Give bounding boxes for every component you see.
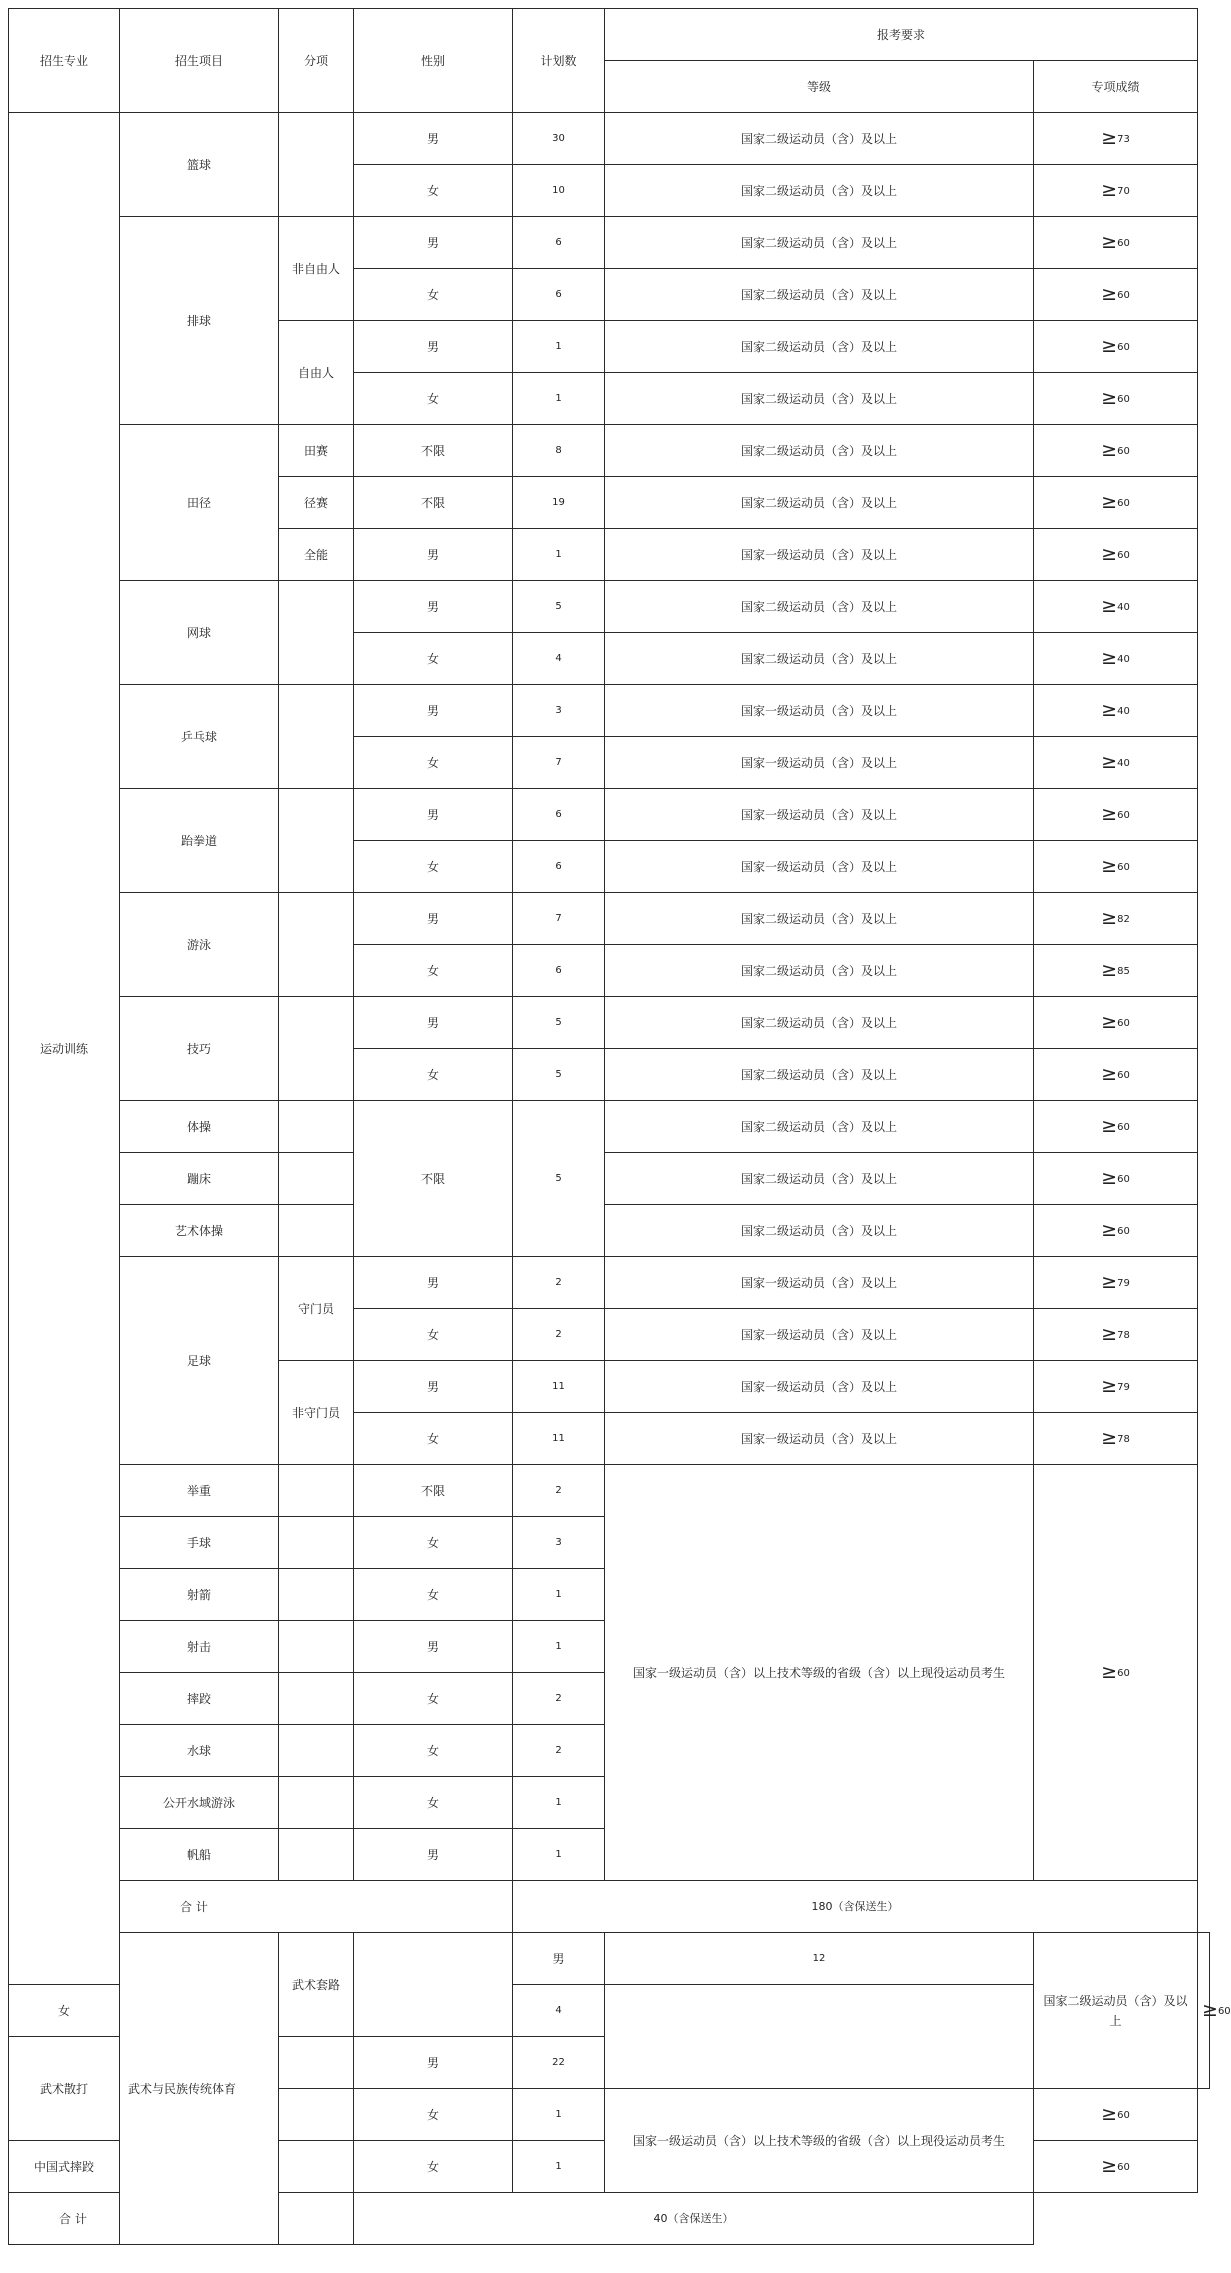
project-cell: 跆拳道 xyxy=(120,789,279,893)
sub-cell xyxy=(279,581,354,685)
project-cell: 帆船 xyxy=(120,1829,279,1881)
ge-symbol: ≥ xyxy=(1101,1062,1118,1085)
ge-symbol: ≥ xyxy=(1101,1374,1118,1397)
score-cell xyxy=(1034,1413,1198,1465)
level-cell: 国家二级运动员（含）及以上 xyxy=(605,997,1034,1049)
level-cell: 国家一级运动员（含）及以上 xyxy=(605,685,1034,737)
score-value: 40 xyxy=(1117,653,1130,665)
total-row xyxy=(9,1881,1210,1933)
ge-symbol: ≥ xyxy=(1101,1166,1118,1189)
gender-cell: 不限 xyxy=(354,1465,513,1517)
level-cell: 国家二级运动员（含）及以上 xyxy=(605,269,1034,321)
table-row xyxy=(9,997,1210,1049)
gender-cell: 女 xyxy=(354,1725,513,1777)
ge-symbol: ≥ xyxy=(1101,334,1118,357)
ge-symbol: ≥ xyxy=(1101,282,1118,305)
score-value: 79 xyxy=(1117,1277,1130,1289)
level-cell: 国家二级运动员（含）及以上 xyxy=(605,581,1034,633)
major-cell: 武术与民族传统体育 xyxy=(120,1933,279,2245)
level-cell: 国家二级运动员（含）及以上 xyxy=(605,217,1034,269)
ge-symbol: ≥ xyxy=(1101,2154,1118,2177)
gender-cell: 女 xyxy=(354,269,513,321)
score-value: 40 xyxy=(1117,757,1130,769)
level-cell: 国家二级运动员（含）及以上 xyxy=(605,1205,1034,1257)
score-cell xyxy=(1034,269,1198,321)
score-value: 60 xyxy=(1117,861,1130,873)
table-row xyxy=(9,1101,1210,1153)
plan-cell: 22 xyxy=(513,2037,605,2089)
score-value: 70 xyxy=(1117,185,1130,197)
gender-cell: 男 xyxy=(354,789,513,841)
plan-cell: 1 xyxy=(513,529,605,581)
sub-cell xyxy=(279,1725,354,1777)
gender-cell: 女 xyxy=(354,1049,513,1101)
plan-cell: 5 xyxy=(513,581,605,633)
level-cell: 国家二级运动员（含）及以上 xyxy=(605,1049,1034,1101)
table-row xyxy=(9,1257,1210,1309)
major-cell: 运动训练 xyxy=(9,113,120,1985)
plan-cell: 1 xyxy=(513,2089,605,2141)
project-cell: 网球 xyxy=(120,581,279,685)
score-value: 60 xyxy=(1117,1017,1130,1029)
gender-cell: 女 xyxy=(354,1777,513,1829)
total-value: 40（含保送生） xyxy=(354,2193,1034,2245)
ge-symbol: ≥ xyxy=(1101,1426,1118,1449)
gender-cell: 女 xyxy=(354,633,513,685)
score-value: 60 xyxy=(1117,1173,1130,1185)
ge-symbol: ≥ xyxy=(1101,802,1118,825)
sub-cell: 田赛 xyxy=(279,425,354,477)
header-gender: 性别 xyxy=(354,9,513,113)
project-cell: 射击 xyxy=(120,1621,279,1673)
level-cell: 国家一级运动员（含）及以上 xyxy=(605,529,1034,581)
plan-cell: 1 xyxy=(513,2141,605,2193)
ge-symbol: ≥ xyxy=(1101,1010,1118,1033)
score-cell xyxy=(1034,1361,1198,1413)
score-value: 60 xyxy=(1117,1069,1130,1081)
gender-cell: 男 xyxy=(354,1621,513,1673)
header-level: 等级 xyxy=(605,61,1034,113)
score-cell xyxy=(1034,2141,1198,2193)
score-cell xyxy=(1034,997,1198,1049)
level-cell: 国家二级运动员（含）及以上 xyxy=(605,477,1034,529)
project-cell: 射箭 xyxy=(120,1569,279,1621)
project-cell: 摔跤 xyxy=(120,1673,279,1725)
gender-cell: 女 xyxy=(354,1569,513,1621)
plan-cell: 4 xyxy=(513,1985,605,2037)
ge-symbol: ≥ xyxy=(1101,386,1118,409)
level-cell: 国家二级运动员（含）及以上 xyxy=(605,165,1034,217)
ge-symbol: ≥ xyxy=(1101,750,1118,773)
project-cell: 体操 xyxy=(120,1101,279,1153)
plan-cell: 2 xyxy=(513,1465,605,1517)
level-cell: 国家二级运动员（含）及以上 xyxy=(605,373,1034,425)
sub-cell xyxy=(279,2141,354,2193)
plan-cell: 2 xyxy=(513,1309,605,1361)
score-value: 78 xyxy=(1117,1329,1130,1341)
project-cell: 水球 xyxy=(120,1725,279,1777)
project-cell: 举重 xyxy=(120,1465,279,1517)
header-project: 招生项目 xyxy=(120,9,279,113)
gender-cell: 女 xyxy=(354,1517,513,1569)
score-cell xyxy=(1034,581,1198,633)
total-value: 180（含保送生） xyxy=(513,1881,1198,1933)
plan-cell: 7 xyxy=(513,893,605,945)
sub-cell xyxy=(279,1205,354,1257)
ge-symbol: ≥ xyxy=(1101,178,1118,201)
admission-table xyxy=(8,8,1231,2245)
header-sub: 分项 xyxy=(279,9,354,113)
plan-cell: 1 xyxy=(513,1569,605,1621)
header-requirements: 报考要求 xyxy=(605,9,1198,61)
ge-symbol: ≥ xyxy=(1101,1114,1118,1137)
sub-cell xyxy=(279,2037,354,2089)
score-cell xyxy=(1034,1153,1198,1205)
plan-cell: 2 xyxy=(513,1257,605,1309)
plan-cell: 1 xyxy=(513,1621,605,1673)
plan-cell: 6 xyxy=(513,841,605,893)
sub-cell xyxy=(279,1517,354,1569)
ge-symbol: ≥ xyxy=(1101,490,1118,513)
gender-cell: 男 xyxy=(354,321,513,373)
plan-cell: 5 xyxy=(513,1049,605,1101)
score-cell xyxy=(1034,841,1198,893)
sub-cell xyxy=(279,1673,354,1725)
score-cell xyxy=(1034,685,1198,737)
plan-cell: 10 xyxy=(513,165,605,217)
total-label: 合 计 xyxy=(120,1881,513,1933)
score-cell xyxy=(1034,165,1198,217)
level-cell: 国家二级运动员（含）及以上 xyxy=(605,321,1034,373)
score-value: 40 xyxy=(1117,705,1130,717)
total-label: 合 计 xyxy=(9,2193,354,2245)
score-cell xyxy=(1034,113,1198,165)
score-cell xyxy=(1034,633,1198,685)
score-cell xyxy=(1034,1309,1198,1361)
sub-cell xyxy=(279,1101,354,1153)
table-row xyxy=(9,1465,1210,1517)
gender-cell: 女 xyxy=(354,1673,513,1725)
plan-cell: 6 xyxy=(513,269,605,321)
project-cell: 技巧 xyxy=(120,997,279,1101)
plan-cell: 2 xyxy=(513,1673,605,1725)
sub-cell: 径赛 xyxy=(279,477,354,529)
table-row xyxy=(9,893,1210,945)
ge-symbol: ≥ xyxy=(1101,698,1118,721)
ge-symbol: ≥ xyxy=(1101,594,1118,617)
score-value: 60 xyxy=(1117,1225,1130,1237)
level-cell: 国家一级运动员（含）及以上 xyxy=(605,789,1034,841)
score-cell xyxy=(1198,1933,1231,2089)
table-row xyxy=(9,217,1210,269)
score-cell xyxy=(1034,737,1198,789)
score-value: 82 xyxy=(1117,913,1130,925)
score-cell xyxy=(1034,477,1198,529)
level-cell: 国家一级运动员（含）及以上 xyxy=(605,1361,1034,1413)
project-cell: 艺术体操 xyxy=(120,1205,279,1257)
gender-cell: 男 xyxy=(354,217,513,269)
sub-cell: 自由人 xyxy=(279,321,354,425)
header-major: 招生专业 xyxy=(9,9,120,113)
total-row xyxy=(9,2193,1210,2245)
plan-cell: 7 xyxy=(513,737,605,789)
level-cell: 国家二级运动员（含）及以上 xyxy=(605,113,1034,165)
gender-cell: 女 xyxy=(354,737,513,789)
gender-cell: 男 xyxy=(354,1361,513,1413)
table-row xyxy=(9,789,1210,841)
plan-cell: 6 xyxy=(513,945,605,997)
score-value: 85 xyxy=(1117,965,1130,977)
header-score: 专项成绩 xyxy=(1034,61,1198,113)
ge-symbol: ≥ xyxy=(1101,646,1118,669)
score-value: 60 xyxy=(1117,2109,1130,2121)
score-value: 60 xyxy=(1117,237,1130,249)
plan-cell: 12 xyxy=(605,1933,1034,1985)
gender-cell: 女 xyxy=(354,1413,513,1465)
plan-cell: 6 xyxy=(513,789,605,841)
plan-cell: 19 xyxy=(513,477,605,529)
ge-symbol: ≥ xyxy=(1101,126,1118,149)
plan-cell: 5 xyxy=(513,997,605,1049)
plan-cell: 6 xyxy=(513,217,605,269)
level-cell: 国家二级运动员（含）及以上 xyxy=(605,425,1034,477)
ge-symbol: ≥ xyxy=(1101,1218,1118,1241)
sub-cell xyxy=(279,1829,354,1881)
ge-symbol: ≥ xyxy=(1202,1998,1218,2021)
gender-cell: 不限 xyxy=(354,477,513,529)
score-cell xyxy=(1034,217,1198,269)
plan-cell: 5 xyxy=(513,1101,605,1257)
gender-cell: 女 xyxy=(354,945,513,997)
sub-cell xyxy=(279,1777,354,1829)
sub-cell: 非守门员 xyxy=(279,1361,354,1465)
level-cell: 国家二级运动员（含）及以上 xyxy=(605,1153,1034,1205)
gender-cell: 女 xyxy=(354,1309,513,1361)
level-cell: 国家一级运动员（含）及以上 xyxy=(605,1309,1034,1361)
score-cell xyxy=(1034,321,1198,373)
gender-cell: 女 xyxy=(354,373,513,425)
project-cell: 排球 xyxy=(120,217,279,425)
ge-symbol: ≥ xyxy=(1101,542,1118,565)
gender-cell: 男 xyxy=(354,1829,513,1881)
table-row xyxy=(9,1933,1210,1985)
sub-cell xyxy=(279,1153,354,1205)
ge-symbol: ≥ xyxy=(1101,958,1118,981)
project-cell: 田径 xyxy=(120,425,279,581)
gender-cell: 男 xyxy=(354,997,513,1049)
level-cell: 国家一级运动员（含）及以上 xyxy=(605,841,1034,893)
table-row xyxy=(9,581,1210,633)
level-cell: 国家二级运动员（含）及以上 xyxy=(605,945,1034,997)
gender-cell: 女 xyxy=(354,165,513,217)
sub-cell xyxy=(279,893,354,997)
sub-cell xyxy=(279,997,354,1101)
project-cell: 公开水域游泳 xyxy=(120,1777,279,1829)
score-value: 40 xyxy=(1117,601,1130,613)
project-cell: 蹦床 xyxy=(120,1153,279,1205)
ge-symbol: ≥ xyxy=(1101,230,1118,253)
project-cell: 足球 xyxy=(120,1257,279,1465)
plan-cell: 30 xyxy=(513,113,605,165)
score-cell xyxy=(1034,373,1198,425)
table-row xyxy=(9,685,1210,737)
project-cell: 武术套路 xyxy=(279,1933,354,2037)
gender-cell: 男 xyxy=(354,529,513,581)
score-cell xyxy=(1034,1205,1198,1257)
ge-symbol: ≥ xyxy=(1101,906,1118,929)
plan-cell: 4 xyxy=(513,633,605,685)
sub-cell xyxy=(279,2089,354,2141)
gender-cell: 男 xyxy=(354,2037,513,2089)
plan-cell: 8 xyxy=(513,425,605,477)
gender-cell: 不限 xyxy=(354,425,513,477)
score-value: 60 xyxy=(1217,2005,1231,2017)
sub-cell xyxy=(279,685,354,789)
level-cell: 国家二级运动员（含）及以上 xyxy=(605,1101,1034,1153)
table-row xyxy=(9,113,1210,165)
plan-cell: 1 xyxy=(513,1829,605,1881)
gender-cell: 女 xyxy=(354,841,513,893)
gender-cell: 女 xyxy=(354,2089,513,2141)
gender-cell: 男 xyxy=(354,113,513,165)
score-value: 60 xyxy=(1117,393,1130,405)
score-value: 60 xyxy=(1117,497,1130,509)
project-cell: 乒乓球 xyxy=(120,685,279,789)
score-value: 60 xyxy=(1117,289,1130,301)
sub-cell xyxy=(279,1621,354,1673)
gender-cell: 男 xyxy=(354,581,513,633)
score-cell xyxy=(1034,425,1198,477)
score-value: 73 xyxy=(1117,133,1130,145)
sub-cell: 全能 xyxy=(279,529,354,581)
plan-cell: 3 xyxy=(513,685,605,737)
plan-cell: 11 xyxy=(513,1413,605,1465)
header-plan: 计划数 xyxy=(513,9,605,113)
level-cell: 国家二级运动员（含）及以上 xyxy=(605,633,1034,685)
ge-symbol: ≥ xyxy=(1101,438,1118,461)
score-cell xyxy=(1034,1049,1198,1101)
ge-symbol: ≥ xyxy=(1101,1660,1118,1683)
plan-cell: 2 xyxy=(513,1725,605,1777)
plan-cell: 1 xyxy=(513,373,605,425)
gender-cell: 男 xyxy=(354,1257,513,1309)
score-cell xyxy=(1034,789,1198,841)
plan-cell: 3 xyxy=(513,1517,605,1569)
gender-cell: 男 xyxy=(513,1933,605,1985)
ge-symbol: ≥ xyxy=(1101,854,1118,877)
ge-symbol: ≥ xyxy=(1101,1322,1118,1345)
score-cell xyxy=(1034,2089,1198,2141)
level-cell: 国家一级运动员（含）及以上 xyxy=(605,1413,1034,1465)
sub-cell: 非自由人 xyxy=(279,217,354,321)
project-cell: 手球 xyxy=(120,1517,279,1569)
sub-cell xyxy=(279,1465,354,1517)
score-cell xyxy=(1034,1101,1198,1153)
score-cell xyxy=(1034,1465,1198,1881)
level-cell: 国家一级运动员（含）以上技术等级的省级（含）以上现役运动员考生 xyxy=(605,2089,1034,2193)
plan-cell: 11 xyxy=(513,1361,605,1413)
score-value: 60 xyxy=(1117,1667,1130,1679)
score-value: 60 xyxy=(1117,809,1130,821)
gender-cell: 女 xyxy=(9,1985,120,2037)
score-cell xyxy=(1034,945,1198,997)
table-row xyxy=(9,425,1210,477)
level-cell: 国家二级运动员（含）及以上 xyxy=(1034,1933,1198,2089)
score-value: 60 xyxy=(1117,549,1130,561)
score-value: 60 xyxy=(1117,1121,1130,1133)
score-value: 79 xyxy=(1117,1381,1130,1393)
level-cell: 国家二级运动员（含）及以上 xyxy=(605,893,1034,945)
score-value: 60 xyxy=(1117,445,1130,457)
project-cell: 游泳 xyxy=(120,893,279,997)
sub-cell: 守门员 xyxy=(279,1257,354,1361)
score-cell xyxy=(1034,893,1198,945)
score-cell xyxy=(1034,529,1198,581)
table-row xyxy=(9,1153,1210,1205)
header-row xyxy=(9,9,1210,61)
sub-cell xyxy=(354,1933,513,2037)
score-cell xyxy=(1034,1257,1198,1309)
table-row xyxy=(9,1205,1210,1257)
gender-cell: 男 xyxy=(354,893,513,945)
sub-cell xyxy=(279,1569,354,1621)
score-value: 60 xyxy=(1117,341,1130,353)
gender-cell: 女 xyxy=(354,2141,513,2193)
level-cell: 国家一级运动员（含）及以上 xyxy=(605,737,1034,789)
ge-symbol: ≥ xyxy=(1101,2102,1118,2125)
ge-symbol: ≥ xyxy=(1101,1270,1118,1293)
level-cell: 国家一级运动员（含）及以上 xyxy=(605,1257,1034,1309)
level-cell: 国家一级运动员（含）以上技术等级的省级（含）以上现役运动员考生 xyxy=(605,1465,1034,1881)
plan-cell: 1 xyxy=(513,321,605,373)
gender-cell: 男 xyxy=(354,685,513,737)
sub-cell xyxy=(279,789,354,893)
score-value: 78 xyxy=(1117,1433,1130,1445)
score-value: 60 xyxy=(1117,2161,1130,2173)
plan-cell: 1 xyxy=(513,1777,605,1829)
project-cell: 中国式摔跤 xyxy=(9,2141,120,2193)
sub-cell xyxy=(279,113,354,217)
project-cell: 武术散打 xyxy=(9,2037,120,2141)
gender-cell: 不限 xyxy=(354,1101,513,1257)
project-cell: 篮球 xyxy=(120,113,279,217)
